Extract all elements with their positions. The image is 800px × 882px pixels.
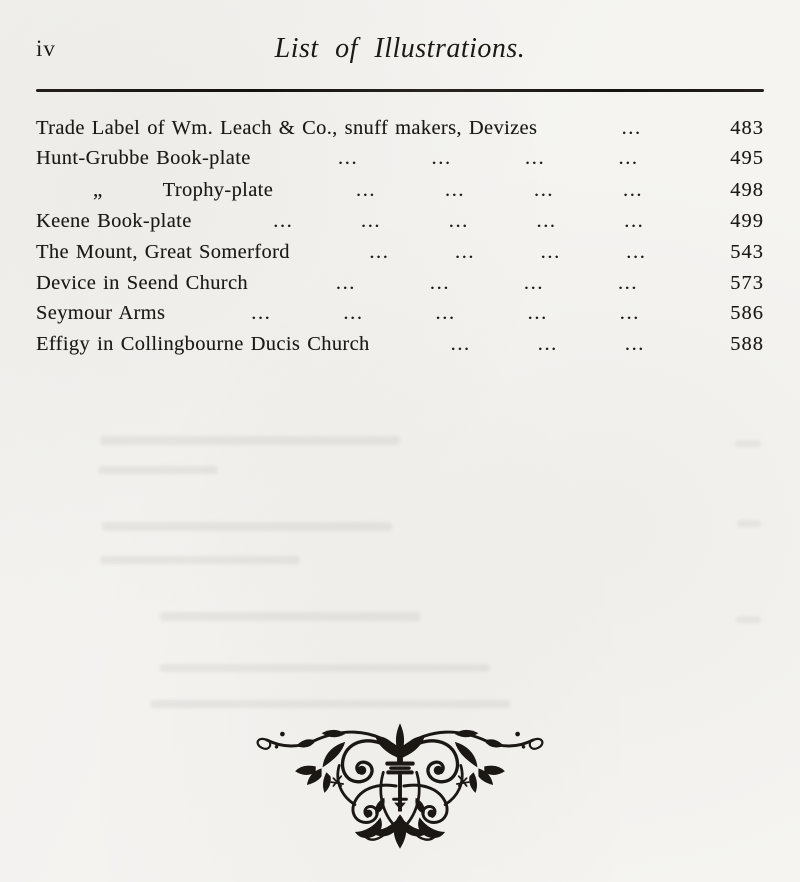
- dot-leaders: [551, 113, 712, 144]
- leader-dots: ...: [523, 271, 545, 294]
- entry-title: Device in Seend Church: [36, 271, 249, 294]
- folio-number: iv: [36, 36, 56, 61]
- dot-leaders: [265, 143, 712, 174]
- leader-dots: ...: [533, 179, 555, 202]
- dot-leaders: [287, 175, 712, 206]
- illustration-entry: [36, 113, 764, 144]
- entry-title: Effigy in Collingbourne Ducis Church: [36, 333, 370, 356]
- leader-dots: ...: [621, 116, 642, 139]
- leader-dots: ...: [448, 209, 469, 232]
- illustration-entry: [36, 174, 764, 206]
- leader-dots: ...: [536, 209, 557, 232]
- leader-dots: ...: [624, 209, 645, 232]
- entry-title: Trophy-plate: [162, 179, 274, 202]
- entry-page-number: 498: [730, 179, 764, 202]
- leader-dots: ...: [537, 333, 558, 356]
- dot-leaders: [262, 268, 712, 299]
- leader-dots: ...: [622, 179, 644, 202]
- leader-dots: ...: [454, 240, 476, 263]
- entry-title: The Mount, Great Somerford: [36, 240, 290, 263]
- entry-page-number: 586: [730, 302, 764, 325]
- leader-dots: ...: [626, 240, 647, 263]
- leader-dots: ...: [338, 147, 359, 170]
- leader-dots: ...: [540, 240, 561, 263]
- leader-dots: ...: [525, 147, 546, 170]
- leader-dots: ...: [431, 147, 452, 170]
- leader-dots: ...: [369, 240, 390, 263]
- dot-leaders: [179, 298, 712, 329]
- entry-page-number: 588: [730, 333, 764, 356]
- leader-dots: ...: [273, 209, 294, 232]
- ditto-mark: „: [93, 177, 103, 202]
- leader-dots: ...: [429, 271, 451, 294]
- floral-tailpiece-ornament: [253, 721, 547, 851]
- entry-page-number: 543: [730, 240, 764, 263]
- leader-dots: ...: [618, 147, 639, 170]
- illustration-entry: [36, 237, 764, 268]
- illustration-list: [36, 113, 764, 360]
- entry-page-number: 499: [730, 209, 764, 232]
- leader-dots: ...: [355, 179, 377, 202]
- illustration-entry: [36, 329, 764, 360]
- dot-leaders: [206, 206, 712, 237]
- illustration-entry: [36, 298, 764, 329]
- leader-dots: ...: [527, 302, 548, 325]
- entry-title: Keene Book-plate: [36, 209, 192, 232]
- page-header: [36, 0, 764, 80]
- entry-title: Seymour Arms: [36, 302, 166, 325]
- entry-title: Hunt-Grubbe Book-plate: [36, 147, 251, 170]
- entry-page-number: 495: [730, 147, 764, 170]
- illustration-entry: [36, 143, 764, 174]
- leader-dots: ...: [335, 271, 357, 294]
- leader-dots: ...: [343, 302, 364, 325]
- leader-dots: ...: [444, 179, 466, 202]
- leader-dots: ...: [450, 333, 471, 356]
- entry-page-number: 573: [730, 271, 764, 294]
- illustration-entry: [36, 206, 764, 237]
- leader-dots: ...: [619, 302, 640, 325]
- header-rule: [36, 89, 764, 92]
- illustration-entry: [36, 268, 764, 299]
- leader-dots: ...: [251, 302, 272, 325]
- leader-dots: ...: [360, 209, 382, 232]
- dot-leaders: [384, 329, 712, 360]
- dot-leaders: [304, 237, 712, 268]
- leader-dots: ...: [617, 271, 639, 294]
- page-title: List of Illustrations.: [274, 33, 526, 64]
- entry-title: Trade Label of Wm. Leach & Co., snuff makers, Devizes: [36, 116, 538, 139]
- entry-page-number: 483: [730, 116, 764, 139]
- leader-dots: ...: [435, 302, 456, 325]
- leader-dots: ...: [624, 333, 646, 356]
